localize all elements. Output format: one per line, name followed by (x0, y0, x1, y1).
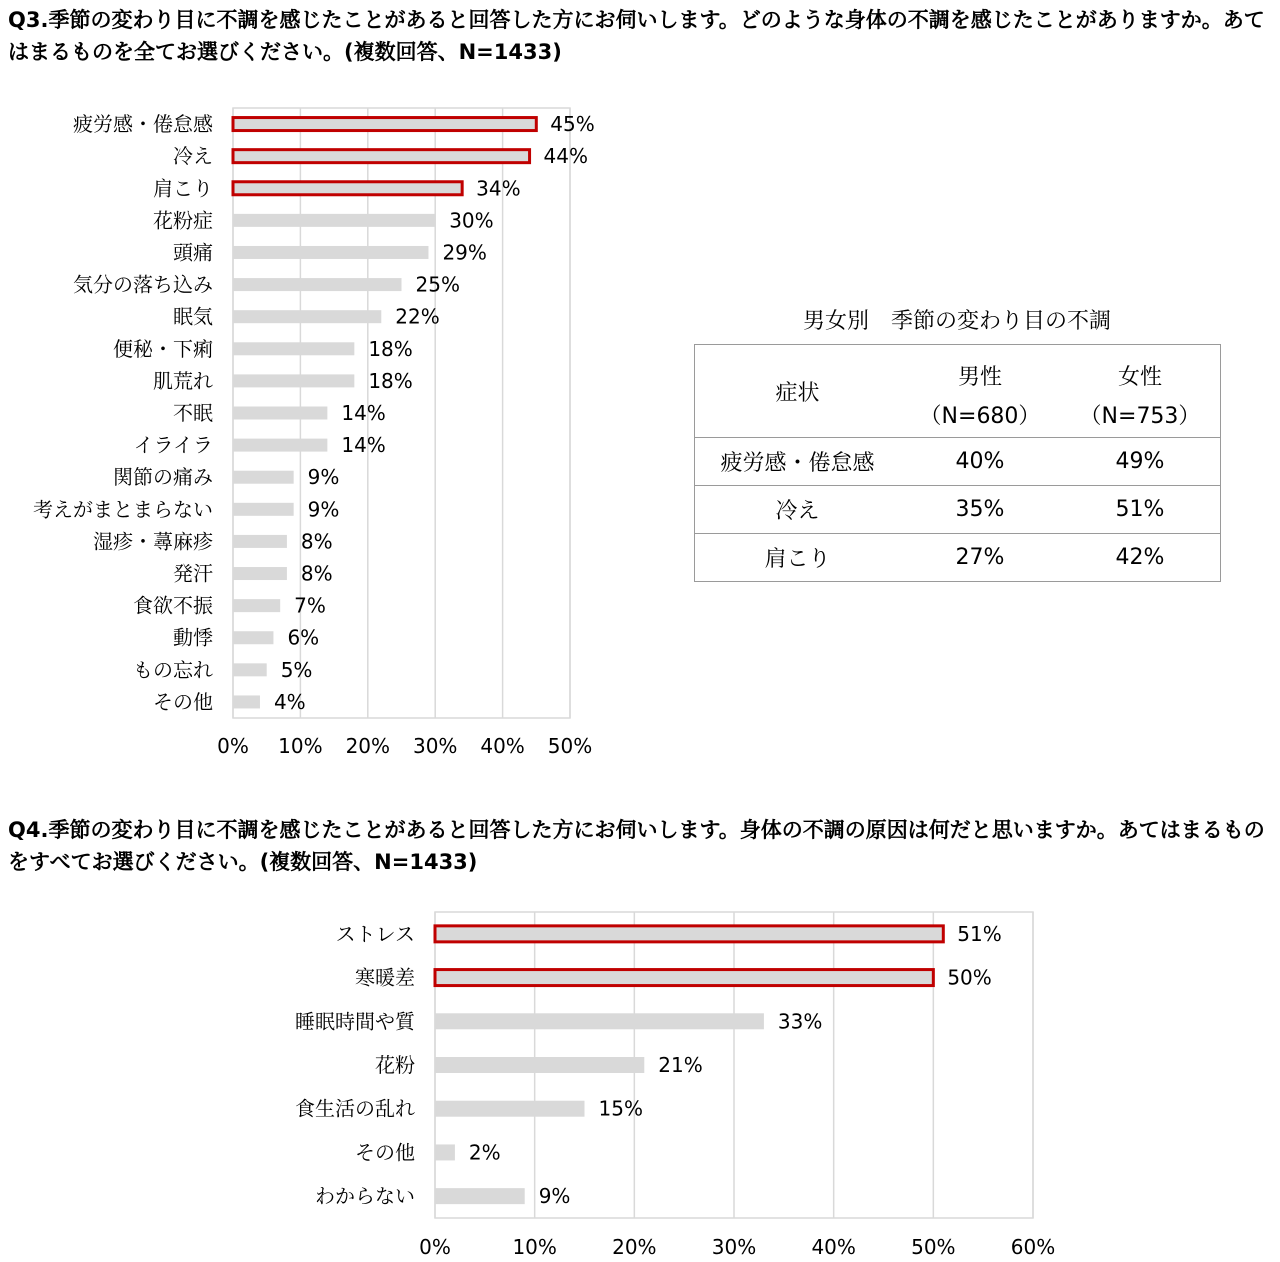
bar (435, 1101, 585, 1117)
table-cell-male: 35% (900, 486, 1060, 534)
table-cell-female: 51% (1060, 486, 1221, 534)
data-label: 45% (550, 112, 595, 137)
category-label: 眠気 (173, 304, 213, 329)
category-label: 関節の痛み (113, 465, 213, 490)
data-label: 15% (598, 1096, 643, 1121)
x-tick-label: 50% (911, 1235, 956, 1259)
data-label: 9% (538, 1184, 571, 1209)
category-label: 湿疹・蕁麻疹 (93, 529, 213, 554)
table-cell-female: 42% (1060, 534, 1221, 582)
bar (435, 970, 933, 986)
category-label: 不眠 (173, 401, 213, 425)
table-cell-symptom: 冷え (695, 486, 901, 534)
category-label: 肩こり (153, 176, 213, 201)
x-tick-label: 40% (811, 1235, 856, 1259)
data-label: 7% (294, 593, 326, 618)
category-label: 肌荒れ (153, 368, 213, 393)
category-label: その他 (355, 1140, 415, 1165)
bar (435, 1013, 764, 1029)
category-label: 花粉 (375, 1053, 415, 1077)
x-tick-label: 30% (711, 1235, 757, 1259)
x-tick-label: 30% (412, 734, 458, 758)
x-tick-label: 0% (217, 734, 249, 758)
category-label: 冷え (173, 144, 213, 169)
category-label: その他 (153, 689, 213, 714)
category-label: 便秘・下痢 (113, 336, 213, 361)
data-label: 14% (341, 433, 386, 458)
table-cell-female: 49% (1060, 438, 1221, 486)
data-label: 6% (287, 625, 320, 650)
data-label: 29% (442, 240, 487, 265)
sex-table-caption: 男女別 季節の変わり目の不調 (802, 309, 1111, 334)
category-label: 花粉症 (153, 208, 213, 233)
table-header-female-n: （N=753） (1060, 391, 1221, 438)
q4-title: Q4.季節の変わり目に不調を感じたことがあると回答した方にお伺いします。身体の不調の原因は何だと思いますか。あてはまるものをすべてお選びください。(複数回答、N=1433) (8, 818, 1265, 874)
category-label: わからない (315, 1184, 415, 1209)
table-cell-male: 40% (900, 438, 1060, 486)
x-tick-label: 20% (612, 1235, 657, 1259)
category-label: 発汗 (173, 561, 213, 586)
data-label: 18% (368, 336, 413, 361)
table-cell-symptom: 疲労感・倦怠感 (695, 438, 901, 486)
table-header-female: 女性 (1117, 365, 1162, 390)
bar (435, 1188, 525, 1204)
category-label: 寒暖差 (355, 965, 415, 990)
data-label: 51% (957, 921, 1002, 946)
x-tick-label: 20% (345, 734, 391, 758)
data-label: 50% (947, 965, 992, 990)
category-label: ストレス (335, 921, 415, 946)
data-label: 25% (415, 272, 460, 297)
q3-title: Q3.季節の変わり目に不調を感じたことがあると回答した方にお伺いします。どのような身体の不調を感じたことがありますか。あてはまるものを全てお選びください。(複数回答、N=1433) (8, 8, 1265, 64)
x-tick-label: 0% (419, 1235, 451, 1259)
data-label: 14% (341, 401, 386, 425)
table-header-male: 男性 (957, 365, 1002, 390)
category-label: 考えがまとまらない (33, 497, 213, 522)
table-cell-symptom: 肩こり (695, 534, 901, 582)
table-header-male-n: （N=680） (900, 391, 1060, 438)
x-tick-label: 10% (278, 734, 323, 758)
category-label: 動悸 (173, 625, 213, 650)
bar (435, 1057, 644, 1073)
x-tick-label: 60% (1010, 1235, 1056, 1259)
x-tick-label: 50% (547, 734, 593, 758)
data-label: 9% (307, 497, 340, 522)
data-label: 21% (658, 1053, 703, 1077)
bar (435, 1144, 455, 1160)
data-label: 34% (476, 176, 521, 201)
category-label: 頭痛 (173, 240, 213, 265)
table-header-symptom: 症状 (695, 345, 901, 438)
category-label: 気分の落ち込み (73, 272, 213, 297)
data-label: 9% (307, 465, 340, 490)
x-tick-label: 40% (480, 734, 525, 758)
data-label: 33% (777, 1009, 823, 1034)
category-label: 睡眠時間や質 (295, 1009, 415, 1034)
data-label: 30% (449, 208, 494, 233)
data-label: 5% (280, 657, 313, 682)
table-cell-male: 27% (900, 534, 1060, 582)
data-label: 44% (543, 144, 589, 169)
bar (435, 926, 943, 942)
category-label: 食欲不振 (133, 593, 213, 618)
x-tick-label: 10% (512, 1235, 557, 1259)
category-label: 食生活の乱れ (295, 1096, 415, 1121)
category-label: イライラ (133, 433, 213, 458)
data-label: 2% (468, 1140, 501, 1165)
category-label: 疲労感・倦怠感 (73, 112, 213, 137)
data-label: 4% (273, 689, 306, 714)
data-label: 22% (395, 304, 440, 329)
data-label: 18% (368, 368, 413, 393)
category-label: もの忘れ (133, 657, 213, 682)
data-label: 8% (300, 561, 333, 586)
data-label: 8% (300, 529, 333, 554)
